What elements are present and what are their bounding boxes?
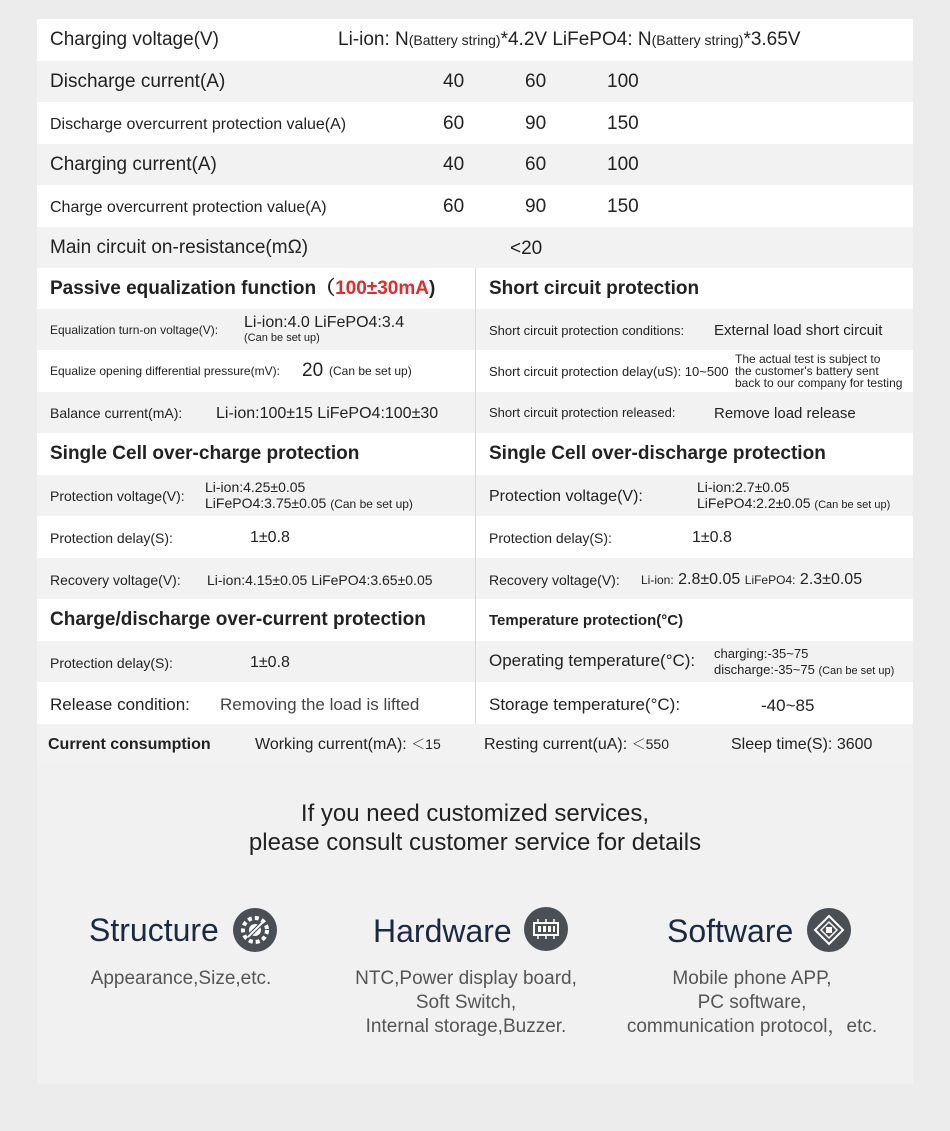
od-pv-value-2 [697,496,890,511]
oc-pv-note: (Can be set up) [330,497,413,511]
passive-eq-title [50,279,435,300]
hardware-desc-line-3: Internal storage,Buzzer. [365,1016,567,1037]
consumption-title: Current consumption [48,736,211,753]
oc-recovery-value: Li-ion:4.15±0.05 LiFePO4:3.65±0.05 [207,572,433,588]
sleep-time-value: 3600 [836,736,873,753]
row-charging-current [37,144,913,185]
on-resistance-value: <20 [510,238,543,259]
oc-recovery-label: Recovery voltage(V): [50,572,181,588]
custom-line-2: please consult customer service for details [248,829,702,856]
oc-delay-value: 1±0.8 [250,529,290,546]
charge-ocp-value-1: 60 [443,196,465,217]
working-current [255,736,441,754]
sc-delay-note-1: The actual test is subject to [735,352,881,366]
row-on-resistance [37,227,913,268]
sc-conditions-label: Short circuit protection conditions: [489,323,685,338]
discharge-current-value-1: 40 [443,71,465,92]
column-divider [475,268,476,724]
row-charging-voltage [37,19,913,61]
charge-ocp-value-3: 150 [607,196,639,217]
release-condition-value: Removing the load is lifted [220,695,420,714]
oc-delay-label: Protection delay(S): [50,530,173,546]
chip-icon [524,907,568,951]
sc-delay-note-2: the customer's battery sent [735,364,879,378]
resting-current-value: ＜550 [631,736,669,752]
od-recovery-liion-value: 2.8±0.05 [678,571,741,588]
on-resistance-label: Main circuit on-resistance(mΩ) [50,237,309,258]
charge-ocp-value-2: 90 [525,196,547,217]
charging-voltage-label: Charging voltage(V) [50,29,219,50]
charging-voltage-values [338,30,800,51]
charging-current-value-3: 100 [607,154,639,175]
release-condition-label: Release condition: [50,695,190,714]
oc-pv-label: Protection voltage(V): [50,488,185,504]
software-desc-line-1: Mobile phone APP, [672,968,832,989]
row-discharge-ocp [37,102,913,144]
lfp-value: *3.65V [743,29,801,50]
charge-ocp-label: Charge overcurrent protection value(A) [50,199,327,216]
passive-eq-title-value: 100±30mA [335,278,429,299]
eq-turn-on-note: (Can be set up) [244,332,320,344]
software-desc [607,967,897,1039]
liion-value: *4.2V [500,29,548,50]
liion-prefix: Li-ion: [338,29,390,50]
op-temp-label: Operating temperature(°C): [489,651,696,670]
discharge-ocp-value-2: 90 [525,113,547,134]
lfp-prefix: LiFePO4: [552,29,633,50]
charging-current-value-1: 40 [443,154,465,175]
balance-current-label: Balance current(mA): [50,405,183,421]
discharge-current-label: Discharge current(A) [50,71,226,92]
overdischarge-title: Single Cell over-discharge protection [489,443,826,464]
charging-current-value-2: 60 [525,154,547,175]
liion-n: N [395,29,409,50]
od-pv-value-1: Li-ion:2.7±0.05 [697,479,790,495]
overcharge-title: Single Cell over-charge protection [50,443,360,464]
oc-pv-value-2 [205,496,413,511]
passive-eq-title-end: ) [428,278,436,299]
eq-turn-on-value: Li-ion:4.0 LiFePO4:3.4 [244,314,405,331]
sc-conditions-value: External load short circuit [714,322,883,339]
ocp-delay-value: 1±0.8 [250,654,290,671]
spec-sheet [37,19,913,1084]
od-recovery-lfp-value: 2.3±0.05 [799,571,863,588]
software-desc-line-3: communication protocol，etc. [626,1016,878,1037]
liion-paren: (Battery string) [408,32,501,48]
hardware-desc [335,967,597,1039]
software-desc-line-2: PC software, [697,992,807,1013]
od-pv-note: (Can be set up) [814,499,891,511]
diamond-app-icon [807,908,851,952]
od-recovery-lfp: LiFePO4: [744,573,796,587]
discharge-current-value-2: 60 [525,71,547,92]
row-discharge-current [37,61,913,102]
eq-diff-note: (Can be set up) [329,364,412,378]
discharge-ocp-label: Discharge overcurrent protection value(A) [50,116,347,133]
od-pv-label: Protection voltage(V): [489,488,643,505]
oc-pv-value-2-text: LiFePO4:3.75±0.05 [205,495,327,511]
lfp-n: N [637,29,652,50]
ocp-delay-label: Protection delay(S): [50,655,173,671]
lfp-paren: (Battery string) [651,32,744,48]
discharge-current-value-3: 100 [607,71,639,92]
passive-eq-title-text: Passive equalization function（ [50,278,336,299]
od-recovery-liion: Li-ion: [641,573,674,587]
structure-desc-line-1: Appearance,Size,etc. [90,968,272,989]
od-pv-value-2-text: LiFePO4:2.2±0.05 [697,495,811,511]
sc-release-label: Short circuit protection released: [489,405,676,420]
od-delay-label: Protection delay(S): [489,530,612,546]
sleep-time-label: Sleep time(S): [731,736,833,753]
discharge-ocp-value-1: 60 [443,113,465,134]
row-current-consumption [37,724,913,764]
sleep-time [731,736,872,754]
hardware-desc-line-1: NTC,Power display board, [355,968,577,989]
op-temp-discharge [714,663,894,677]
hardware-desc-line-2: Soft Switch, [415,992,517,1013]
discharge-ocp-value-3: 150 [607,113,639,134]
structure-title: Structure [89,912,219,948]
short-circuit-title: Short circuit protection [489,278,700,299]
sc-delay-label: Short circuit protection delay(uS): 10~500 [489,364,729,379]
sc-delay-note-3: back to our company for testing [735,376,903,390]
od-recovery-value [641,571,862,589]
structure-desc [75,967,287,991]
overcurrent-title: Charge/discharge over-current protection [50,609,426,630]
row-charge-ocp [37,185,913,227]
op-temp-note: (Can be set up) [818,665,895,677]
custom-line-1: If you need customized services, [300,800,650,827]
op-temp-discharge-text: discharge:-35~75 [714,662,815,677]
temperature-title: Temperature protection(°C) [489,612,684,629]
storage-temp-label: Storage temperature(°C): [489,695,681,714]
op-temp-charging: charging:-35~75 [714,646,809,661]
sc-release-value: Remove load release [714,405,856,422]
oc-pv-value-1: Li-ion:4.25±0.05 [205,479,306,495]
od-delay-value: 1±0.8 [692,529,732,546]
working-current-value: ＜15 [411,736,441,752]
working-current-label: Working current(mA): [255,736,407,753]
balance-current-value: Li-ion:100±15 LiFePO4:100±30 [216,405,439,422]
storage-temp-value: -40~85 [761,696,815,715]
hardware-title: Hardware [373,913,512,949]
gear-wrench-icon [233,908,277,952]
charging-current-label: Charging current(A) [50,154,217,175]
eq-diff-value: 20 [302,360,324,381]
od-recovery-label: Recovery voltage(V): [489,572,620,588]
software-title: Software [667,913,794,949]
eq-turn-on-label: Equalization turn-on voltage(V): [50,323,219,337]
resting-current-label: Resting current(uA): [484,736,628,753]
resting-current [484,736,669,754]
eq-diff-label: Equalize opening differential pressure(mV): [50,364,280,378]
